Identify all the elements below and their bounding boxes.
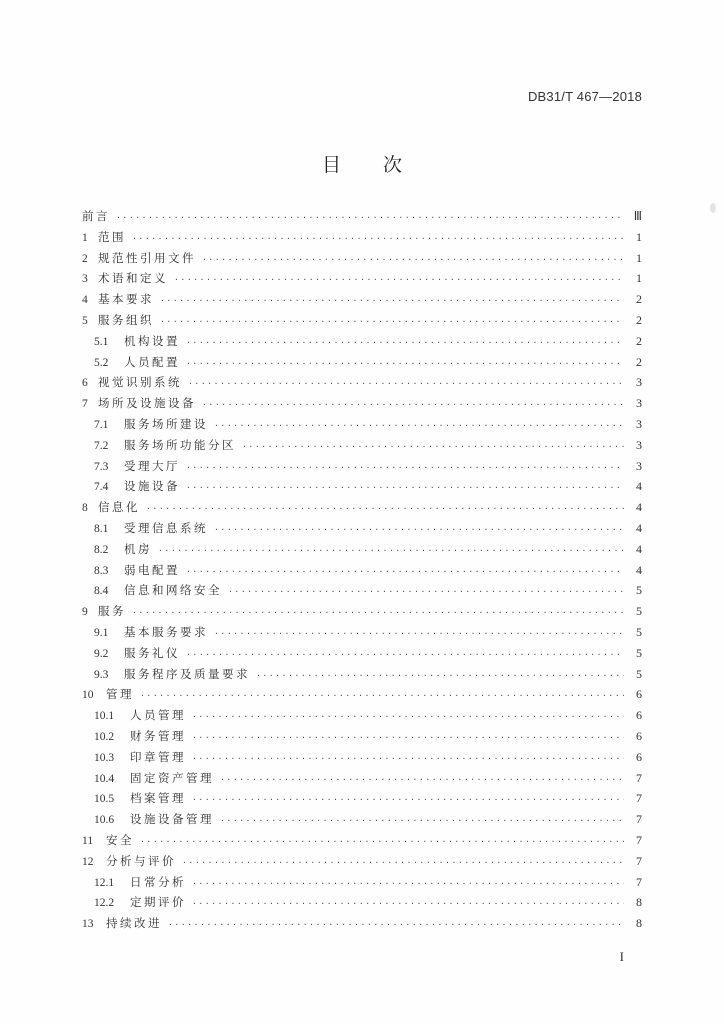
toc-dot-leader	[146, 504, 624, 514]
toc-entry-number: 10.4	[94, 772, 115, 785]
toc-dot-leader	[132, 234, 624, 244]
toc-entry[interactable]	[82, 707, 642, 728]
toc-entry-page: 7	[636, 770, 642, 785]
toc-entry-number: 9.3	[94, 668, 109, 681]
toc-entry-label: 定期评价	[130, 895, 186, 910]
toc-dot-leader	[192, 712, 624, 722]
page-number: I	[619, 949, 624, 964]
toc-dot-leader	[160, 317, 624, 327]
toc-entry-page: 3	[636, 437, 642, 452]
toc-entry-page: 6	[636, 749, 642, 764]
toc-entry-label: 受理信息系统	[124, 520, 208, 535]
toc-entry-number: 12.1	[94, 876, 115, 889]
toc-entry[interactable]	[82, 416, 642, 437]
toc-entry-label: 档案管理	[130, 791, 186, 806]
toc-entry-label: 人员配置	[124, 354, 180, 369]
toc-entry-number: 9.2	[94, 647, 109, 660]
toc-entry[interactable]	[82, 499, 642, 520]
toc-dot-leader	[220, 775, 624, 785]
toc-entry-number: 8.2	[94, 543, 109, 556]
toc-entry-label: 弱电配置	[124, 562, 180, 577]
toc-entry[interactable]	[82, 541, 642, 562]
toc-entry[interactable]	[82, 790, 642, 811]
toc-entry-number: 1	[82, 231, 88, 244]
document-code: DB31/T 467—2018	[527, 89, 642, 104]
toc-entry[interactable]	[82, 520, 642, 541]
toc-entry[interactable]	[82, 686, 642, 707]
toc-dot-leader	[116, 213, 624, 223]
toc-entry[interactable]	[82, 478, 642, 499]
toc-entry-page: 4	[636, 520, 642, 535]
toc-entry[interactable]	[82, 645, 642, 666]
toc-entry-label: 基本要求	[98, 292, 154, 307]
toc-entry[interactable]	[82, 853, 642, 874]
toc-entry-number: 8	[82, 502, 88, 515]
toc-dot-leader	[192, 733, 624, 743]
toc-entry-page: 4	[636, 500, 642, 515]
toc-dot-leader	[186, 650, 624, 660]
toc-entry-label: 分析与评价	[106, 853, 176, 868]
toc-entry-number: 7.3	[94, 460, 109, 473]
toc-dot-leader	[186, 567, 624, 577]
toc-entry-page: 7	[636, 874, 642, 889]
toc-entry[interactable]	[82, 374, 642, 395]
toc-entry-page: 2	[636, 333, 642, 348]
toc-entry[interactable]	[82, 229, 642, 250]
toc-entry-page: 2	[636, 312, 642, 327]
toc-entry-number: 10.6	[94, 814, 115, 827]
toc-dot-leader	[188, 379, 624, 389]
toc-entry-page: 5	[636, 604, 642, 619]
toc-entry-number: 6	[82, 377, 88, 390]
toc-dot-leader	[220, 816, 624, 826]
toc-entry[interactable]	[82, 437, 642, 458]
toc-entry[interactable]	[82, 832, 642, 853]
toc-entry[interactable]	[82, 874, 642, 895]
toc-entry-label: 术语和定义	[98, 271, 168, 286]
toc-entry-label: 视觉识别系统	[98, 375, 182, 390]
toc-entry-number: 11	[82, 834, 94, 847]
toc-entry-page: 7	[636, 812, 642, 827]
toc-entry-page: Ⅲ	[633, 209, 642, 223]
toc-entry-label: 范围	[98, 229, 126, 244]
toc-entry-number: 13	[82, 918, 94, 931]
toc-entry-label: 财务管理	[130, 728, 186, 743]
toc-entry[interactable]	[82, 291, 642, 312]
toc-dot-leader	[192, 879, 624, 889]
toc-entry-number: 10.1	[94, 710, 115, 723]
toc-dot-leader	[186, 338, 624, 348]
toc-entry-page: 7	[636, 791, 642, 806]
toc-entry-label: 持续改进	[106, 916, 162, 931]
toc-entry[interactable]	[82, 749, 642, 770]
toc-entry-page: 1	[636, 229, 642, 244]
toc-entry-label: 机构设置	[124, 333, 180, 348]
toc-entry[interactable]	[82, 915, 642, 936]
toc-entry-number: 5.1	[94, 335, 109, 348]
toc-entry-number: 10	[82, 689, 94, 702]
toc-dot-leader	[158, 546, 624, 556]
toc-entry-number: 5.2	[94, 356, 109, 369]
toc-dot-leader	[242, 442, 624, 452]
toc-entry[interactable]	[82, 728, 642, 749]
toc-dot-leader	[186, 359, 624, 369]
table-of-contents	[82, 208, 642, 936]
toc-entry-number: 10.5	[94, 793, 115, 806]
toc-entry-number: 12	[82, 855, 94, 868]
toc-entry-page: 3	[636, 375, 642, 390]
toc-entry-number: 10.2	[94, 730, 115, 743]
toc-entry-label: 服务场所功能分区	[124, 437, 236, 452]
toc-entry-number: 8.1	[94, 522, 109, 535]
toc-entry-page: 7	[636, 832, 642, 847]
toc-entry-label: 服务组织	[98, 312, 154, 327]
toc-entry-page: 8	[636, 916, 642, 931]
toc-entry-page: 3	[636, 458, 642, 473]
toc-entry-page: 3	[636, 396, 642, 411]
toc-entry-number: 7	[82, 398, 88, 411]
toc-entry[interactable]	[82, 458, 642, 479]
toc-entry-number: 8.3	[94, 564, 109, 577]
toc-entry-page: 4	[636, 479, 642, 494]
toc-entry-label: 固定资产管理	[130, 770, 214, 785]
toc-entry-label: 机房	[124, 541, 152, 556]
toc-entry-number: 9.1	[94, 626, 109, 639]
toc-dot-leader	[186, 483, 624, 493]
toc-entry-number: 9	[82, 606, 88, 619]
toc-entry-page: 4	[636, 562, 642, 577]
toc-entry-page: 6	[636, 728, 642, 743]
toc-dot-leader	[140, 691, 624, 701]
toc-entry[interactable]	[82, 333, 642, 354]
toc-entry-page: 2	[636, 354, 642, 369]
toc-dot-leader	[192, 795, 624, 805]
toc-entry-number: 8.4	[94, 585, 109, 598]
scan-edge-mark	[710, 203, 716, 213]
toc-dot-leader	[202, 255, 624, 265]
toc-entry-label: 服务礼仪	[124, 645, 180, 660]
toc-entry[interactable]	[82, 582, 642, 603]
toc-entry-label: 受理大厅	[124, 458, 180, 473]
toc-entry-number: 7.2	[94, 439, 109, 452]
toc-entry-label: 人员管理	[130, 708, 186, 723]
toc-entry-label: 信息和网络安全	[124, 583, 222, 598]
toc-entry-number: 10.3	[94, 751, 115, 764]
toc-entry-number: 7.4	[94, 481, 109, 494]
toc-entry-number: 2	[82, 252, 88, 265]
toc-dot-leader	[168, 920, 624, 930]
toc-entry-page: 5	[636, 583, 642, 598]
toc-entry-label: 安全	[106, 832, 134, 847]
toc-dot-leader	[214, 525, 624, 535]
toc-entry-number: 3	[82, 273, 88, 286]
toc-dot-leader	[214, 629, 624, 639]
toc-entry-label: 设施设备	[124, 479, 180, 494]
toc-entry-label: 前言	[82, 209, 110, 223]
toc-entry-label: 服务场所建设	[124, 416, 208, 431]
toc-entry-label: 日常分析	[130, 874, 186, 889]
toc-entry-page: 6	[636, 708, 642, 723]
toc-dot-leader	[174, 275, 624, 285]
toc-entry[interactable]	[82, 811, 642, 832]
toc-dot-leader	[192, 754, 624, 764]
toc-dot-leader	[182, 858, 624, 868]
toc-entry-label: 基本服务要求	[124, 624, 208, 639]
toc-entry[interactable]	[82, 395, 642, 416]
toc-entry-page: 3	[636, 416, 642, 431]
toc-entry-page: 1	[636, 271, 642, 286]
toc-dot-leader	[132, 608, 624, 618]
toc-entry-page: 1	[636, 250, 642, 265]
toc-entry-label: 管理	[106, 687, 134, 702]
toc-entry-number: 4	[82, 294, 88, 307]
toc-entry-page: 4	[636, 541, 642, 556]
toc-entry[interactable]	[82, 770, 642, 791]
toc-entry-page: 2	[636, 292, 642, 307]
toc-entry-page: 8	[636, 895, 642, 910]
toc-entry-label: 印章管理	[130, 749, 186, 764]
toc-entry-page: 5	[636, 624, 642, 639]
toc-dot-leader	[160, 296, 624, 306]
toc-entry-label: 服务程序及质量要求	[124, 666, 250, 681]
toc-dot-leader	[202, 400, 624, 410]
toc-entry[interactable]	[82, 270, 642, 291]
toc-dot-leader	[214, 421, 624, 431]
toc-entry-label: 服务	[98, 604, 126, 619]
page-title: 目次	[321, 154, 444, 176]
toc-entry-label: 规范性引用文件	[98, 250, 196, 265]
toc-entry-page: 5	[636, 645, 642, 660]
toc-entry-number: 7.1	[94, 418, 109, 431]
toc-dot-leader	[228, 587, 624, 597]
toc-entry[interactable]	[82, 603, 642, 624]
toc-entry[interactable]	[82, 250, 642, 271]
toc-entry-label: 信息化	[98, 500, 140, 515]
toc-entry-page: 5	[636, 666, 642, 681]
toc-dot-leader	[256, 671, 624, 681]
toc-entry[interactable]	[82, 624, 642, 645]
toc-entry-page: 6	[636, 687, 642, 702]
toc-dot-leader	[140, 837, 624, 847]
toc-entry-number: 5	[82, 314, 88, 327]
toc-entry[interactable]	[82, 894, 642, 915]
toc-entry[interactable]	[82, 666, 642, 687]
toc-entry[interactable]	[82, 208, 642, 229]
toc-entry[interactable]	[82, 562, 642, 583]
toc-entry-page: 7	[636, 853, 642, 868]
toc-entry-number: 12.2	[94, 897, 115, 910]
toc-entry-label: 设施设备管理	[130, 812, 214, 827]
toc-entry[interactable]	[82, 312, 642, 333]
toc-entry-label: 场所及设施设备	[98, 396, 196, 411]
toc-dot-leader	[186, 463, 624, 473]
toc-entry[interactable]	[82, 354, 642, 375]
toc-dot-leader	[192, 899, 624, 909]
